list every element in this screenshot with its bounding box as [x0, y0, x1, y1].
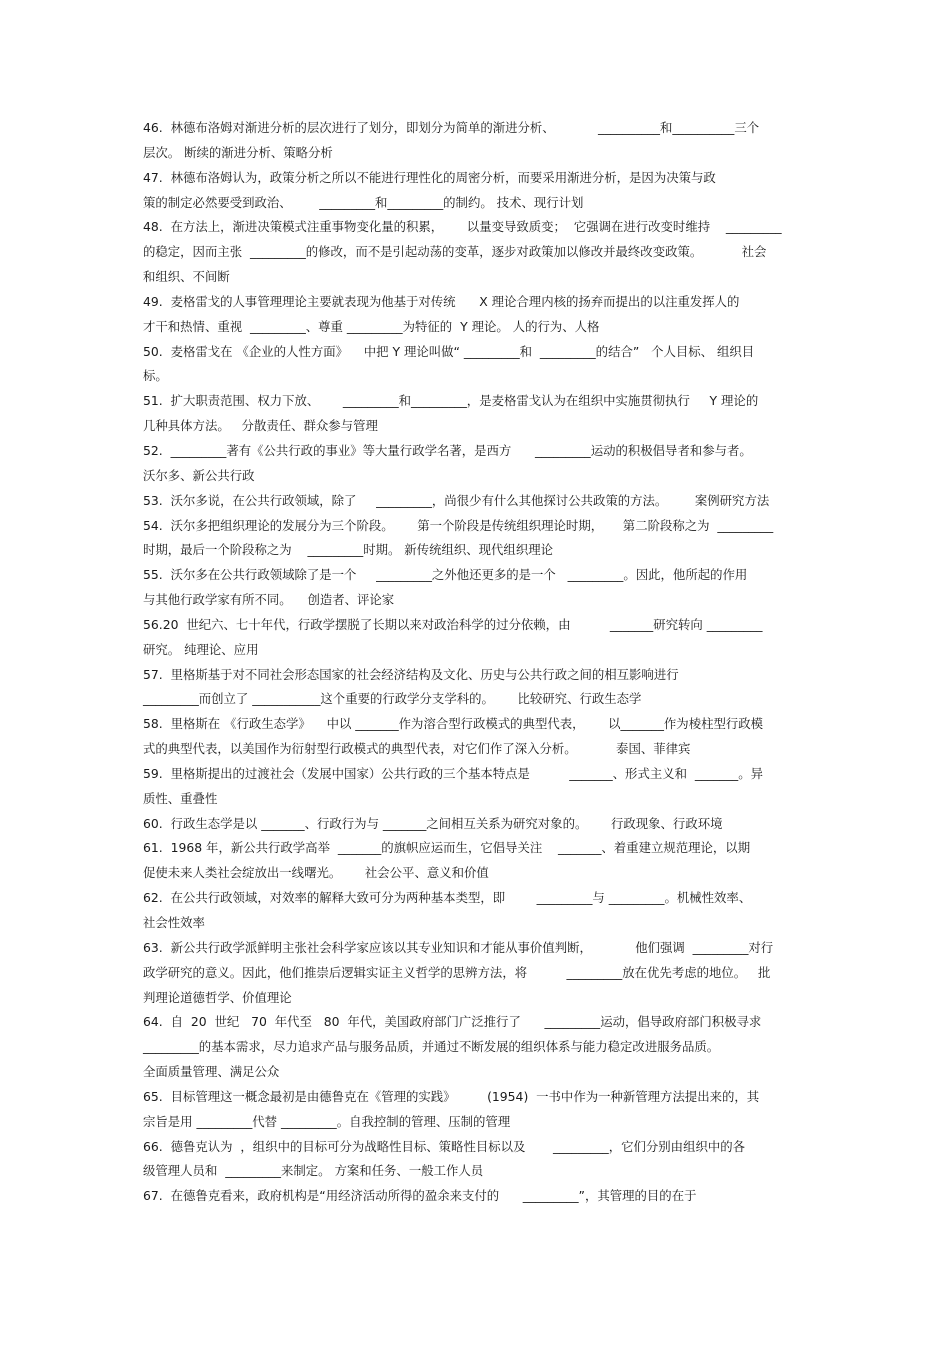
text-line: 标。 [143, 368, 168, 384]
text-line: 策的制定必然要受到政治、 _________和_________的制约。 技术、现行计划 [143, 194, 584, 210]
text-line: 62. 在公共行政领域，对效率的解释大致可分为两种基本类型，即 _________与 _________。机械性效率、 [143, 890, 752, 906]
text-line: 47. 林德布洛姆认为，政策分析之所以不能进行理性化的周密分析，而要采用渐进分析，是因为决策与政 [143, 169, 716, 185]
text-line: 61. 1968 年，新公共行政学高举 _______的旗帜应运而生，它倡导关注 _______、着重建立规范理论，以期 [143, 840, 751, 856]
text-line: 60. 行政生态学是以 _______、行政行为与 _______之间相互关系为研究对象的。 行政现象、行政环境 [143, 815, 723, 831]
text-line: 53. 沃尔多说，在公共行政领域，除了 _________，尚很少有什么其他探讨公共政策的方法。 案例研究方法 [143, 492, 770, 508]
text-line: 50. 麦格雷戈在 《企业的人性方面》 中把 Y 理论叫做“ _________和 _________的结合” 个人目标、 组织目 [143, 343, 755, 359]
text-line: 52. _________著有《公共行政的事业》等大量行政学名著，是西方 _________运动的积极倡导者和参与者。 [143, 442, 752, 458]
text-line: 时期，最后一个阶段称之为 _________时期。 新传统组织、现代组织理论 [143, 542, 553, 558]
text-line: 66. 德鲁克认为 ，组织中的目标可分为战略性目标、策略性目标以及 _________，它们分别由组织中的各 [143, 1138, 746, 1154]
text-line: 51. 扩大职责范围、权力下放、 _________和_________，是麦格雷戈认为在组织中实施贯彻执行 Y 理论的 [143, 393, 759, 409]
text-line: 64. 自 20 世纪 70 年代至 80 年代，美国政府部门广泛推行了 _________运动，倡导政府部门积极寻求 [143, 1014, 762, 1030]
text-line: 63. 新公共行政学派鲜明主张社会科学家应该以其专业知识和才能从事价值判断， 他们强调 _________对行 [143, 939, 774, 955]
text-line: 社会性效率 [143, 915, 205, 930]
question-list [143, 116, 808, 1209]
text-line: 46. 林德布洛姆对渐进分析的层次进行了划分，即划分为简单的渐进分析、 __________和__________三个 [143, 120, 760, 135]
text-line: 与其他行政学家有所不同。 创造者、评论家 [143, 592, 395, 608]
text-line: 54. 沃尔多把组织理论的发展分为三个阶段。 第一个阶段是传统组织理论时期， 第二阶段称之为 _________ [143, 517, 774, 533]
text-line: 研究。 纯理论、应用 [143, 641, 259, 657]
text-line: 49. 麦格雷戈的人事管理理论主要就表现为他基于对传统 X 理论合理内核的扬弃而提出的以注重发挥人的 [143, 293, 740, 309]
text-line: 级管理人员和 _________来制定。 方案和任务、一般工作人员 [143, 1163, 484, 1179]
text-line: 层次。 断续的渐进分析、策略分析 [143, 144, 333, 160]
text-line: 才干和热情、重视 _________、尊重 _________为特征的 Y 理论。 人的行为、人格 [143, 318, 600, 334]
text-line: 57. 里格斯基于对不同社会形态国家的社会经济结构及文化、历史与公共行政之间的相互影响进行 [143, 666, 679, 682]
text-line: 政学研究的意义。因此，他们推崇后逻辑实证主义哲学的思辨方法，将 _________放在优先考虑的地位。 批 [143, 964, 771, 980]
text-line: 质性、重叠性 [143, 790, 218, 806]
text-line: 促使未来人类社会绽放出一线曙光。 社会公平、意义和价值 [143, 865, 489, 881]
text-line: 58. 里格斯在 《行政生态学》 中以 _______作为溶合型行政模式的典型代表， 以_______作为棱柱型行政模 [143, 716, 764, 732]
text-line: _________而创立了 ___________这个重要的行政学分支学科的。 比较研究、行政生态学 [143, 691, 642, 707]
text-line: 的稳定，因而主张 _________的修改，而不是引起动荡的变革，逐步对政策加以修改并最终改变政策。 社会 [143, 244, 767, 260]
text-line: 67. 在德鲁克看来，政府机构是“用经济活动所得的盈余来支付的 _________”，其管理的目的在于 [143, 1188, 697, 1204]
text-line: 55. 沃尔多在公共行政领域除了是一个 _________之外他还更多的是一个 _________。因此，他所起的作用 [143, 567, 748, 583]
text-line: 全面质量管理、满足公众 [143, 1064, 280, 1080]
text-line: 56.20 世纪六、七十年代，行政学摆脱了长期以来对政治科学的过分依赖，由 _______研究转向 _________ [143, 616, 763, 632]
text-line: 59. 里格斯提出的过渡社会（发展中国家）公共行政的三个基本特点是 _______、形式主义和 _______。异 [143, 765, 764, 781]
text-line: _________的基本需求，尽力追求产品与服务品质，并通过不断发展的组织体系与能力稳定改进服务品质。 [143, 1039, 720, 1055]
text-line: 式的典型代表，以美国作为衍射型行政模式的典型代表，对它们作了深入分析。 泰国、菲律宾 [143, 741, 691, 757]
text-line: 沃尔多、新公共行政 [143, 467, 255, 483]
text-line: 几种具体方法。 分散责任、群众参与管理 [143, 418, 378, 434]
text-line: 和组织、不间断 [143, 269, 230, 285]
text-line: 48. 在方法上，渐进决策模式注重事物变化量的积累， 以量变导致质变； 它强调在进行改变时维持 _________ [143, 219, 782, 235]
text-line: 宗旨是用 _________代替 _________。自我控制的管理、压制的管理 [143, 1113, 511, 1129]
text-line: 判理论道德哲学、价值理论 [143, 989, 292, 1005]
text-line: 65. 目标管理这一概念最初是由德鲁克在《管理的实践》 (1954) 一书中作为一种新管理方法提出来的，其 [143, 1088, 760, 1104]
